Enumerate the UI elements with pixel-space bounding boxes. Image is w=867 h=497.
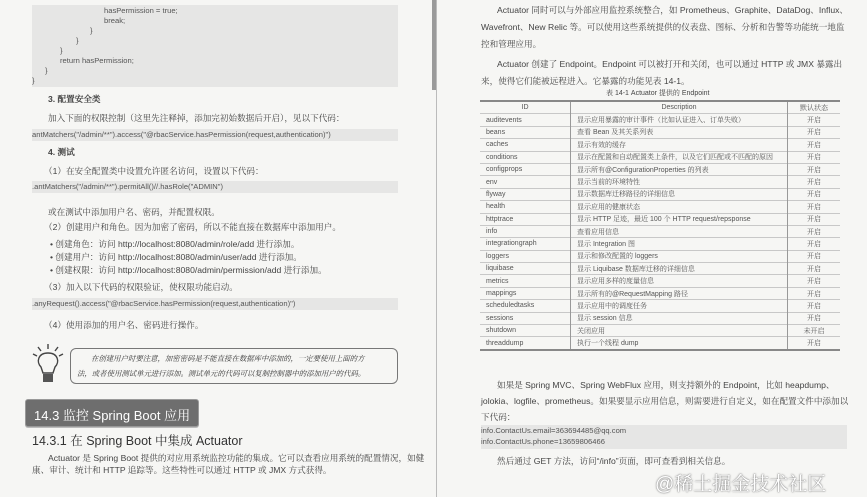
list-item-text: 创建用户：访问 http://localhost:8080/admin/user/add 进行添加。 bbox=[55, 252, 302, 262]
heading: 4. 测试 bbox=[48, 147, 75, 157]
table-row bbox=[480, 325, 840, 337]
paragraph: Actuator 创建了 Endpoint。Endpoint 可以被打开和关闭，也可以通过 HTTP 或 JMX 暴露出 bbox=[497, 59, 843, 69]
endpoint-description: 执行一个线程 dump bbox=[571, 337, 788, 350]
lightbulb-icon bbox=[32, 343, 64, 385]
default-status: 开启 bbox=[788, 300, 841, 312]
paragraph-line: 如健康、审计、统计和 HTTP 追踪等。这些特性可以通过 HTTP 或 JMX 方式获得。 bbox=[32, 453, 425, 475]
table-row bbox=[480, 250, 840, 262]
default-status: 开启 bbox=[788, 151, 841, 163]
endpoint-description: 显示所有@ConfigurationProperties 的列表 bbox=[571, 163, 788, 175]
tip-text: 在创建用户时要注意，加密密码是不能直接在数据库中添加的，一定要使用上面的方 bbox=[91, 354, 365, 363]
endpoint-id: configprops bbox=[480, 163, 571, 175]
table-row bbox=[480, 126, 840, 138]
paragraph-line: Actuator 是 Spring Boot 提供的对应用系统监控功能的集成。它可以查看应用系统的配置情况， bbox=[48, 453, 408, 463]
paragraph: （3）加入以下代码的权限验证，使权限功能启动。 bbox=[44, 282, 238, 292]
endpoint-id: sessions bbox=[480, 312, 571, 324]
endpoint-id: auditevents bbox=[480, 114, 571, 126]
endpoint-description: 查看应用信息 bbox=[571, 225, 788, 237]
endpoint-description: 关闭应用 bbox=[571, 325, 788, 337]
endpoint-description: 显示应用多样的度量信息 bbox=[571, 275, 788, 287]
endpoint-description: 查看 Bean 及其关系列表 bbox=[571, 126, 788, 138]
table-row bbox=[480, 201, 840, 213]
default-status: 开启 bbox=[788, 114, 841, 126]
code-line: } bbox=[32, 76, 35, 85]
code-line: } bbox=[90, 26, 93, 35]
default-status: 开启 bbox=[788, 312, 841, 324]
endpoint-id: health bbox=[480, 201, 571, 213]
default-status: 开启 bbox=[788, 188, 841, 200]
column-header: 默认状态 bbox=[788, 101, 841, 114]
column-header: ID bbox=[480, 101, 571, 114]
endpoint-id: httptrace bbox=[480, 213, 571, 225]
list-item: • 创建角色：访问 http://localhost:8080/admin/role/add 进行添加。 bbox=[50, 239, 300, 249]
table-row bbox=[480, 213, 840, 225]
paragraph: Wavefront、New Relic 等。可以使用这些系统提供的仪表盘、图标、分析和告警等功能统一地监 bbox=[481, 22, 845, 32]
code-line: break; bbox=[104, 16, 126, 25]
list-item: • 创建用户：访问 http://localhost:8080/admin/user/add 进行添加。 bbox=[50, 252, 302, 262]
paragraph: （4）使用添加的用户名、密码进行操作。 bbox=[44, 320, 204, 330]
endpoint-description: 显示数据库迁移路径的详细信息 bbox=[571, 188, 788, 200]
table-row bbox=[480, 114, 840, 126]
paragraph: 来，使得它们能被远程进入。它暴露的功能见表 14-1。 bbox=[481, 76, 690, 86]
endpoint-description: 显示当前的环境特性 bbox=[571, 176, 788, 188]
list-item: • 创建权限：访问 http://localhost:8080/admin/permission/add 进行添加。 bbox=[50, 265, 327, 275]
default-status: 开启 bbox=[788, 201, 841, 213]
tip-box bbox=[70, 348, 398, 384]
default-status: 开启 bbox=[788, 275, 841, 287]
endpoint-description: 显示 Integration 图 bbox=[571, 238, 788, 250]
default-status: 开启 bbox=[788, 176, 841, 188]
paragraph bbox=[32, 452, 427, 476]
paragraph: Actuator 同时可以与外部应用监控系统整合，如 Prometheus、Graphite、DataDog、Influx、 bbox=[497, 5, 849, 15]
endpoint-id: caches bbox=[480, 139, 571, 151]
default-status: 开启 bbox=[788, 337, 841, 350]
code-line: hasPermission = true; bbox=[104, 6, 178, 15]
endpoint-description: 显示 Liquibase 数据库迁移的详细信息 bbox=[571, 263, 788, 275]
code-line: } bbox=[60, 46, 63, 55]
paragraph: 控和管理应用。 bbox=[481, 39, 542, 49]
table-row bbox=[480, 188, 840, 200]
endpoint-description: 显示在配置和自动配置类上条件，以及它们匹配或不匹配的原因 bbox=[571, 151, 788, 163]
default-status: 开启 bbox=[788, 263, 841, 275]
endpoint-id: beans bbox=[480, 126, 571, 138]
code-block bbox=[32, 5, 398, 87]
table-row bbox=[480, 238, 840, 250]
table-row bbox=[480, 225, 840, 237]
list-item-text: 创建权限：访问 http://localhost:8080/admin/permission/add 进行添加。 bbox=[55, 265, 327, 275]
endpoint-description: 显示应用中的调度任务 bbox=[571, 300, 788, 312]
table-row bbox=[480, 300, 840, 312]
default-status: 未开启 bbox=[788, 325, 841, 337]
code-block bbox=[481, 425, 847, 449]
code-line: antMatchers("/admin/**").access("@rbacService.hasPermission(request,authentication)") bbox=[32, 130, 331, 139]
default-status: 开启 bbox=[788, 126, 841, 138]
endpoint-id: conditions bbox=[480, 151, 571, 163]
endpoint-description: 显示所有的@RequestMapping 路径 bbox=[571, 287, 788, 299]
paragraph: 或在测试中添加用户名、密码，并配置权限。 bbox=[48, 207, 220, 217]
endpoint-id: threaddump bbox=[480, 337, 571, 350]
default-status: 开启 bbox=[788, 139, 841, 151]
endpoint-id: metrics bbox=[480, 275, 571, 287]
code-line: } bbox=[45, 66, 48, 75]
code-line: info.ContactUs.phone=13659806466 bbox=[481, 437, 605, 446]
paragraph: （1）在安全配置类中设置允许匿名访问，设置以下代码： bbox=[44, 166, 264, 176]
endpoint-description: 显示 session 信息 bbox=[571, 312, 788, 324]
default-status: 开启 bbox=[788, 250, 841, 262]
code-line: .anyRequest().access("@rbacService.hasPermission(request,authentication)") bbox=[32, 299, 296, 308]
endpoint-description: 显示有效的缓存 bbox=[571, 139, 788, 151]
default-status: 开启 bbox=[788, 225, 841, 237]
tip-text: 法，或者使用测试单元进行添加。测试单元的代码可以复制控制器中的添加用户的代码。 bbox=[77, 369, 366, 378]
watermark: @稀土掘金技术社区 bbox=[655, 474, 827, 495]
table-header-row bbox=[480, 101, 840, 114]
default-status: 开启 bbox=[788, 238, 841, 250]
table-row bbox=[480, 312, 840, 324]
endpoint-description: 显示应用的健康状态 bbox=[571, 201, 788, 213]
code-line: } bbox=[76, 36, 79, 45]
endpoint-id: info bbox=[480, 225, 571, 237]
paragraph: 下代码： bbox=[481, 412, 516, 422]
endpoint-id: env bbox=[480, 176, 571, 188]
endpoint-description: 显示和修改配置的 loggers bbox=[571, 250, 788, 262]
code-line: return hasPermission; bbox=[60, 56, 134, 65]
table-row bbox=[480, 151, 840, 163]
table-row bbox=[480, 163, 840, 175]
endpoint-id: flyway bbox=[480, 188, 571, 200]
list-item-text: 创建角色：访问 http://localhost:8080/admin/role/add 进行添加。 bbox=[55, 239, 300, 249]
section-heading bbox=[25, 399, 199, 427]
endpoint-id: scheduledtasks bbox=[480, 300, 571, 312]
endpoint-id: mappings bbox=[480, 287, 571, 299]
table-row bbox=[480, 139, 840, 151]
table-row bbox=[480, 176, 840, 188]
endpoint-table bbox=[480, 100, 840, 351]
endpoint-id: shutdown bbox=[480, 325, 571, 337]
code-block bbox=[32, 181, 398, 193]
code-line: .antMatchers("/admin/**").permitAll()//.hasRole("ADMIN") bbox=[32, 182, 223, 191]
column-header: Description bbox=[571, 101, 788, 114]
table-row bbox=[480, 287, 840, 299]
section-title: 14.3 监控 Spring Boot 应用 bbox=[34, 408, 191, 423]
table-row bbox=[480, 275, 840, 287]
table-row bbox=[480, 337, 840, 350]
subsection-heading: 14.3.1 在 Spring Boot 中集成 Actuator bbox=[32, 434, 243, 448]
page-gutter bbox=[436, 0, 437, 497]
endpoint-id: loggers bbox=[480, 250, 571, 262]
code-block bbox=[32, 129, 398, 141]
endpoint-description: 显示应用暴露的审计事件（比如认证进入、订单失败） bbox=[571, 114, 788, 126]
heading: 3. 配置安全类 bbox=[48, 94, 101, 104]
paragraph: 然后通过 GET 方法，访问“/info”页面，即可查看到相关信息。 bbox=[497, 456, 731, 466]
table-caption: 表 14-1 Actuator 提供的 Endpoint bbox=[606, 90, 710, 97]
default-status: 开启 bbox=[788, 287, 841, 299]
endpoint-id: liquibase bbox=[480, 263, 571, 275]
code-block bbox=[32, 298, 398, 310]
default-status: 开启 bbox=[788, 213, 841, 225]
endpoint-description: 显示 HTTP 足迹，最近 100 个 HTTP request/repsponse bbox=[571, 213, 788, 225]
paragraph: jolokia、logfile、prometheus。如果要显示应用信息，则需要进行自定义，如在配置文件中添加以 bbox=[481, 396, 849, 406]
paragraph: 如果是 Spring MVC、Spring WebFlux 应用，则支持额外的 Endpoint，比如 heapdump、 bbox=[497, 380, 835, 390]
code-line: info.ContactUs.email=363694485@qq.com bbox=[481, 426, 627, 435]
paragraph: （2）创建用户和角色。因为加密了密码，所以不能直接在数据库中添加用户。 bbox=[44, 222, 341, 232]
default-status: 开启 bbox=[788, 163, 841, 175]
endpoint-id: integrationgraph bbox=[480, 238, 571, 250]
table-row bbox=[480, 263, 840, 275]
paragraph: 加入下面的权限控制（这里先注释掉，添加完初始数据后开启），见以下代码： bbox=[48, 113, 345, 123]
